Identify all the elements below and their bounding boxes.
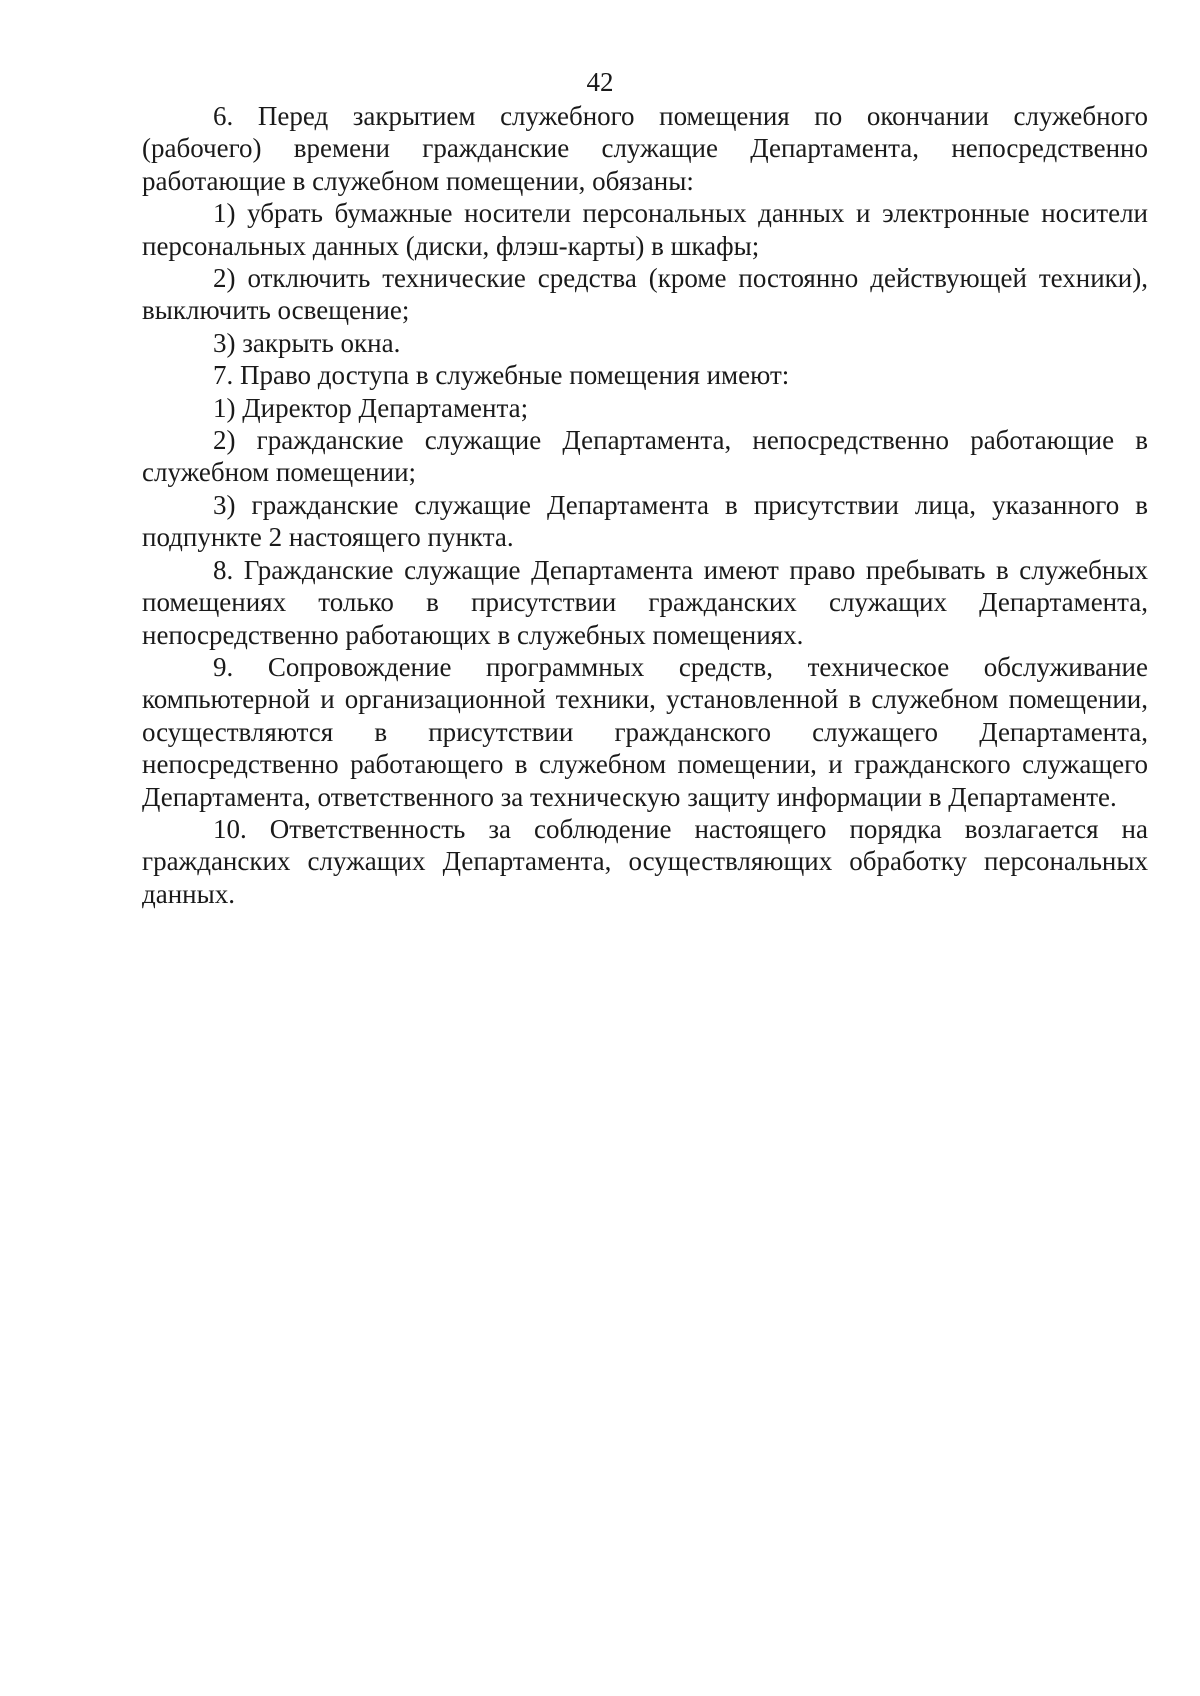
page-number: 42 (586, 67, 614, 97)
paragraph-10: 10. Ответственность за соблюдение настоящего порядка возлагается на гражданских служащих Департамента, осуществляющих обработку персональных данных. (142, 813, 1148, 909)
paragraph-7-item-2: 2) гражданские служащие Департамента, непосредственно работающие в служебном помещении; (142, 425, 1148, 488)
paragraph-7: 7. Право доступа в служебные помещения имеют: (213, 360, 790, 391)
paragraph-8: 8. Гражданские служащие Департамента имеют право пребывать в служебных помещениях только в присутствии гражданских служащих Департамента, непосредственно работающих в служебных помещениях. (142, 554, 1148, 650)
paragraph-7-item-3: 3) гражданские служащие Департамента в присутствии лица, указанного в подпункте 2 настоящего пункта. (142, 489, 1148, 553)
document-body (142, 100, 1148, 910)
paragraph-6-item-3: 3) закрыть окна. (213, 327, 401, 358)
paragraph-6-item-2: 2) отключить технические средства (кроме постоянно действующей техники), выключить освещение; (142, 263, 1148, 326)
paragraph-9: 9. Сопровождение программных средств, техническое обслуживание компьютерной и организационной техники, установленной в служебном помещении, осуществляются в присутствии гражданского служащего Департамента, непосредственно работающего в служебном помещении, и гражданского служащего Департамента, ответственного за техническую защиту информации в Департаменте. (142, 651, 1148, 812)
paragraph-6: 6. Перед закрытием служебного помещения по окончании служебного (рабочего) времени гражданские служащие Департамента, непосредственно работающие в служебном помещении, обязаны: (142, 101, 1148, 196)
paragraph-6-item-1: 1) убрать бумажные носители персональных данных и электронные носители персональных данных (диски, флэш-карты) в шкафы; (142, 198, 1148, 261)
paragraph-7-item-1: 1) Директор Департамента; (213, 392, 529, 423)
